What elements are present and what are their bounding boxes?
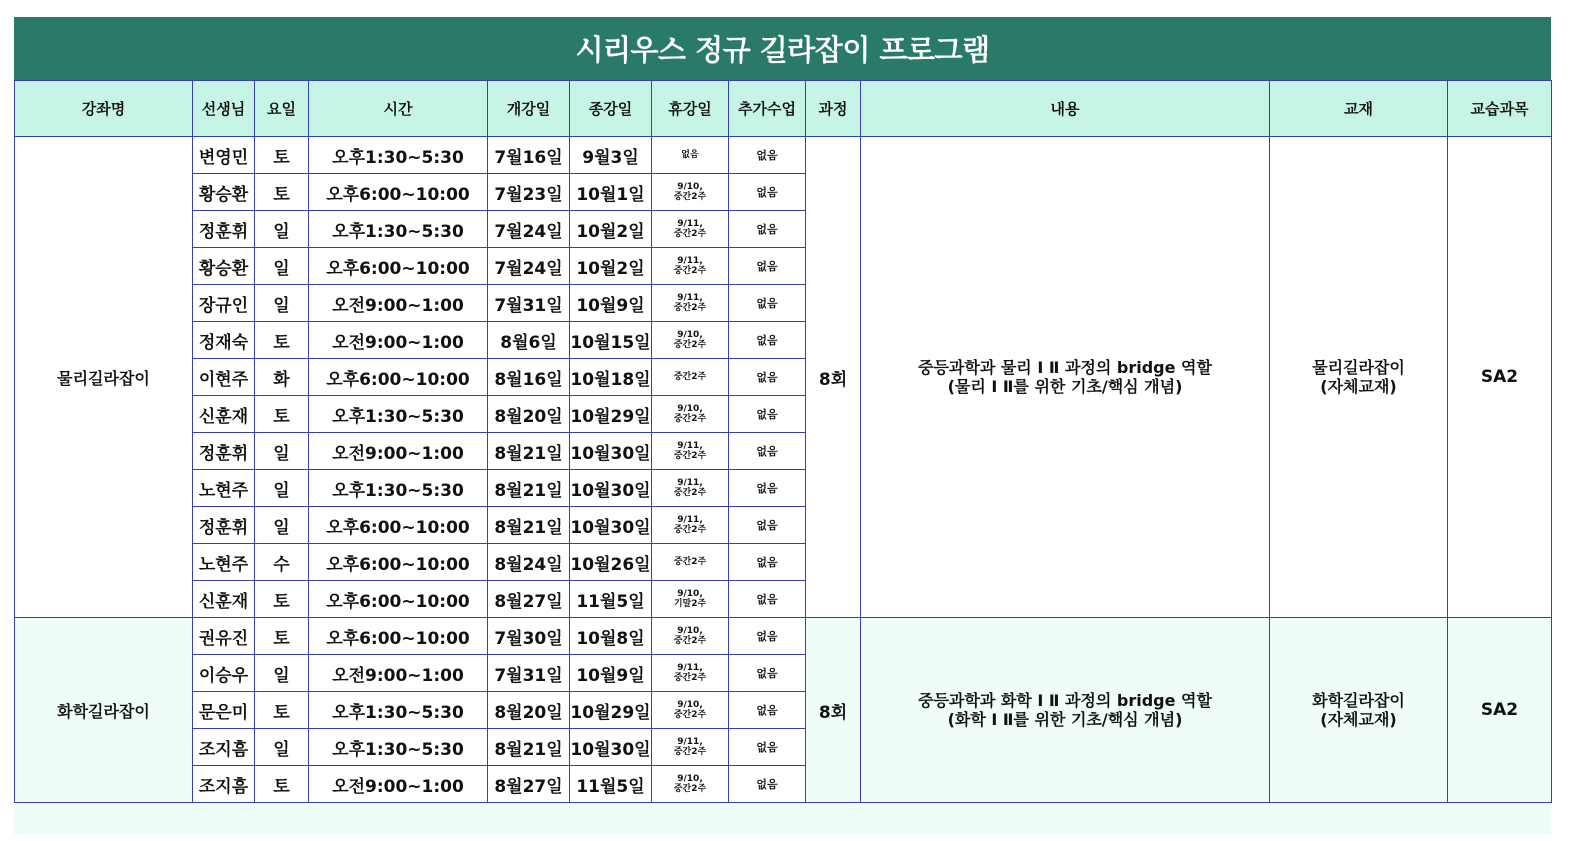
extra-class-cell: 없음: [729, 285, 806, 322]
extra-class-cell: 없음: [729, 211, 806, 248]
subject-cell: SA2: [1448, 137, 1552, 618]
day-cell: 수: [255, 544, 309, 581]
extra-class-cell: 없음: [729, 729, 806, 766]
header-time: 시간: [309, 81, 488, 137]
off-days-line1: 9/11,: [677, 663, 703, 673]
extra-class-cell: 없음: [729, 248, 806, 285]
end-date-cell: 10월9일: [570, 285, 652, 322]
start-date-cell: 8월27일: [488, 766, 570, 803]
off-days-line2: 중간2주: [673, 266, 707, 276]
start-date-cell: 8월20일: [488, 396, 570, 433]
day-cell: 일: [255, 211, 309, 248]
header-course: 강좌명: [15, 81, 193, 137]
content-line-2: (물리 Ⅰ Ⅱ를 위한 기초/핵심 개념): [947, 377, 1183, 396]
off-days-line2: 중간2주: [673, 192, 707, 202]
off-days-line1: 9/11,: [677, 441, 703, 451]
teacher-cell: 조지흠: [193, 766, 255, 803]
time-cell: 오후1:30~5:30: [309, 211, 488, 248]
end-date-cell: 10월30일: [570, 433, 652, 470]
teacher-cell: 이승우: [193, 655, 255, 692]
off-days-line2: 중간2주: [673, 451, 707, 461]
end-date-cell: 10월18일: [570, 359, 652, 396]
sessions-cell: 8회: [806, 618, 861, 803]
start-date-cell: 8월21일: [488, 433, 570, 470]
teacher-cell: 정훈휘: [193, 507, 255, 544]
time-cell: 오후6:00~10:00: [309, 359, 488, 396]
start-date-cell: 8월6일: [488, 322, 570, 359]
time-cell: 오후6:00~10:00: [309, 618, 488, 655]
end-date-cell: 10월30일: [570, 507, 652, 544]
start-date-cell: 7월30일: [488, 618, 570, 655]
off-days-line2: 중간2주: [673, 673, 707, 683]
off-days-line1: 9/11,: [677, 256, 703, 266]
end-date-cell: 10월2일: [570, 211, 652, 248]
extra-class-cell: 없음: [729, 470, 806, 507]
extra-class-cell: 없음: [729, 766, 806, 803]
extra-class-cell: 없음: [729, 544, 806, 581]
start-date-cell: 8월21일: [488, 507, 570, 544]
teacher-cell: 변영민: [193, 137, 255, 174]
day-cell: 토: [255, 137, 309, 174]
teacher-cell: 정훈휘: [193, 211, 255, 248]
header-off-days: 휴강일: [652, 81, 729, 137]
textbook-cell: [1270, 137, 1448, 618]
off-days-line2: 중간2주: [673, 229, 707, 239]
content-line-2: (화학 Ⅰ Ⅱ를 위한 기초/핵심 개념): [947, 710, 1183, 729]
schedule-document: [14, 17, 1551, 835]
off-days-line1: 9/10,: [677, 626, 703, 636]
off-days-cell: [652, 433, 729, 470]
end-date-cell: 10월29일: [570, 396, 652, 433]
time-cell: 오후1:30~5:30: [309, 729, 488, 766]
off-days-cell: [652, 618, 729, 655]
off-days-line1: 9/11,: [677, 737, 703, 747]
day-cell: 일: [255, 729, 309, 766]
table-row: [15, 618, 1552, 655]
end-date-cell: 11월5일: [570, 581, 652, 618]
textbook-line-1: 물리길라잡이: [1312, 358, 1405, 377]
end-date-cell: 10월26일: [570, 544, 652, 581]
textbook-line-2: (자체교재): [1320, 710, 1397, 729]
off-days-line1: 없음: [681, 150, 699, 160]
off-days-line2: 중간2주: [673, 710, 707, 720]
extra-class-cell: 없음: [729, 396, 806, 433]
header-end-date: 종강일: [570, 81, 652, 137]
day-cell: 토: [255, 581, 309, 618]
time-cell: 오후6:00~10:00: [309, 248, 488, 285]
start-date-cell: 8월24일: [488, 544, 570, 581]
off-days-line1: 9/11,: [677, 219, 703, 229]
schedule-table: [14, 80, 1552, 803]
content-cell: [861, 137, 1270, 618]
teacher-cell: 황승환: [193, 248, 255, 285]
off-days-line2: 기말2주: [673, 599, 707, 609]
teacher-cell: 노현주: [193, 470, 255, 507]
time-cell: 오전9:00~1:00: [309, 433, 488, 470]
time-cell: 오후1:30~5:30: [309, 137, 488, 174]
header-subject: 교습과목: [1448, 81, 1552, 137]
textbook-cell: [1270, 618, 1448, 803]
time-cell: 오전9:00~1:00: [309, 322, 488, 359]
day-cell: 일: [255, 433, 309, 470]
off-days-line1: 9/10,: [677, 182, 703, 192]
start-date-cell: 8월20일: [488, 692, 570, 729]
header-extra-class: 추가수업: [729, 81, 806, 137]
off-days-cell: [652, 248, 729, 285]
extra-class-cell: 없음: [729, 137, 806, 174]
time-cell: 오후1:30~5:30: [309, 396, 488, 433]
table-row: [15, 137, 1552, 174]
off-days-cell: [652, 655, 729, 692]
off-days-line2: 중간2주: [673, 303, 707, 313]
header-row: [15, 81, 1552, 137]
day-cell: 토: [255, 692, 309, 729]
off-days-line1: 9/11,: [677, 478, 703, 488]
teacher-cell: 이현주: [193, 359, 255, 396]
extra-class-cell: 없음: [729, 507, 806, 544]
off-days-line1: 9/10,: [677, 774, 703, 784]
extra-class-cell: 없음: [729, 581, 806, 618]
teacher-cell: 노현주: [193, 544, 255, 581]
day-cell: 일: [255, 507, 309, 544]
off-days-cell: [652, 692, 729, 729]
start-date-cell: 8월27일: [488, 581, 570, 618]
end-date-cell: 10월30일: [570, 470, 652, 507]
footer-band: [14, 803, 1551, 835]
start-date-cell: 7월24일: [488, 248, 570, 285]
end-date-cell: 10월29일: [570, 692, 652, 729]
start-date-cell: 8월21일: [488, 470, 570, 507]
off-days-line1: 9/10,: [677, 700, 703, 710]
off-days-line1: 중간2주: [673, 372, 707, 382]
textbook-line-1: 화학길라잡이: [1312, 691, 1405, 710]
header-teacher: 선생님: [193, 81, 255, 137]
start-date-cell: 7월24일: [488, 211, 570, 248]
off-days-cell: [652, 359, 729, 396]
end-date-cell: 10월15일: [570, 322, 652, 359]
teacher-cell: 장규인: [193, 285, 255, 322]
off-days-cell: [652, 581, 729, 618]
end-date-cell: 9월3일: [570, 137, 652, 174]
teacher-cell: 정재숙: [193, 322, 255, 359]
time-cell: 오후6:00~10:00: [309, 544, 488, 581]
subject-cell: SA2: [1448, 618, 1552, 803]
extra-class-cell: 없음: [729, 618, 806, 655]
start-date-cell: 7월31일: [488, 655, 570, 692]
extra-class-cell: 없음: [729, 322, 806, 359]
teacher-cell: 정훈휘: [193, 433, 255, 470]
time-cell: 오전9:00~1:00: [309, 285, 488, 322]
off-days-cell: [652, 322, 729, 359]
time-cell: 오후1:30~5:30: [309, 692, 488, 729]
day-cell: 토: [255, 766, 309, 803]
extra-class-cell: 없음: [729, 655, 806, 692]
teacher-cell: 조지흠: [193, 729, 255, 766]
time-cell: 오후6:00~10:00: [309, 174, 488, 211]
off-days-cell: [652, 507, 729, 544]
extra-class-cell: 없음: [729, 174, 806, 211]
off-days-line1: 9/10,: [677, 589, 703, 599]
day-cell: 토: [255, 396, 309, 433]
course-name-cell: 물리길라잡이: [15, 137, 193, 618]
day-cell: 토: [255, 618, 309, 655]
day-cell: 일: [255, 470, 309, 507]
off-days-cell: [652, 211, 729, 248]
teacher-cell: 황승환: [193, 174, 255, 211]
off-days-line1: 9/10,: [677, 330, 703, 340]
content-cell: [861, 618, 1270, 803]
day-cell: 화: [255, 359, 309, 396]
off-days-cell: [652, 544, 729, 581]
content-line-1: 중등과학과 물리 Ⅰ Ⅱ 과정의 bridge 역할: [918, 358, 1212, 377]
off-days-line2: 중간2주: [673, 636, 707, 646]
extra-class-cell: 없음: [729, 359, 806, 396]
teacher-cell: 신훈재: [193, 581, 255, 618]
day-cell: 일: [255, 248, 309, 285]
off-days-line2: 중간2주: [673, 747, 707, 757]
teacher-cell: 권유진: [193, 618, 255, 655]
off-days-cell: [652, 729, 729, 766]
end-date-cell: 10월1일: [570, 174, 652, 211]
off-days-cell: [652, 137, 729, 174]
extra-class-cell: 없음: [729, 692, 806, 729]
start-date-cell: 7월16일: [488, 137, 570, 174]
time-cell: 오후6:00~10:00: [309, 507, 488, 544]
start-date-cell: 7월23일: [488, 174, 570, 211]
off-days-cell: [652, 285, 729, 322]
off-days-cell: [652, 766, 729, 803]
off-days-cell: [652, 470, 729, 507]
teacher-cell: 문은미: [193, 692, 255, 729]
off-days-cell: [652, 396, 729, 433]
off-days-line2: 중간2주: [673, 414, 707, 424]
course-name-cell: 화학길라잡이: [15, 618, 193, 803]
extra-class-cell: 없음: [729, 433, 806, 470]
off-days-line2: 중간2주: [673, 784, 707, 794]
off-days-line1: 9/11,: [677, 515, 703, 525]
time-cell: 오후1:30~5:30: [309, 470, 488, 507]
teacher-cell: 신훈재: [193, 396, 255, 433]
day-cell: 일: [255, 655, 309, 692]
header-start-date: 개강일: [488, 81, 570, 137]
start-date-cell: 8월16일: [488, 359, 570, 396]
header-content: 내용: [861, 81, 1270, 137]
off-days-line1: 9/10,: [677, 404, 703, 414]
day-cell: 일: [255, 285, 309, 322]
end-date-cell: 10월30일: [570, 729, 652, 766]
schedule-body: [15, 137, 1552, 803]
off-days-line2: 중간2주: [673, 488, 707, 498]
off-days-line2: 중간2주: [673, 340, 707, 350]
off-days-line1: 중간2주: [673, 557, 707, 567]
end-date-cell: 10월8일: [570, 618, 652, 655]
time-cell: 오전9:00~1:00: [309, 655, 488, 692]
time-cell: 오전9:00~1:00: [309, 766, 488, 803]
start-date-cell: 8월21일: [488, 729, 570, 766]
off-days-cell: [652, 174, 729, 211]
end-date-cell: 11월5일: [570, 766, 652, 803]
header-sessions: 과정: [806, 81, 861, 137]
header-textbook: 교재: [1270, 81, 1448, 137]
header-day: 요일: [255, 81, 309, 137]
off-days-line2: 중간2주: [673, 525, 707, 535]
page-title: 시리우스 정규 길라잡이 프로그램: [14, 17, 1551, 80]
time-cell: 오후6:00~10:00: [309, 581, 488, 618]
content-line-1: 중등과학과 화학 Ⅰ Ⅱ 과정의 bridge 역할: [918, 691, 1212, 710]
end-date-cell: 10월2일: [570, 248, 652, 285]
sessions-cell: 8회: [806, 137, 861, 618]
day-cell: 토: [255, 174, 309, 211]
day-cell: 토: [255, 322, 309, 359]
end-date-cell: 10월9일: [570, 655, 652, 692]
off-days-line1: 9/11,: [677, 293, 703, 303]
start-date-cell: 7월31일: [488, 285, 570, 322]
textbook-line-2: (자체교재): [1320, 377, 1397, 396]
